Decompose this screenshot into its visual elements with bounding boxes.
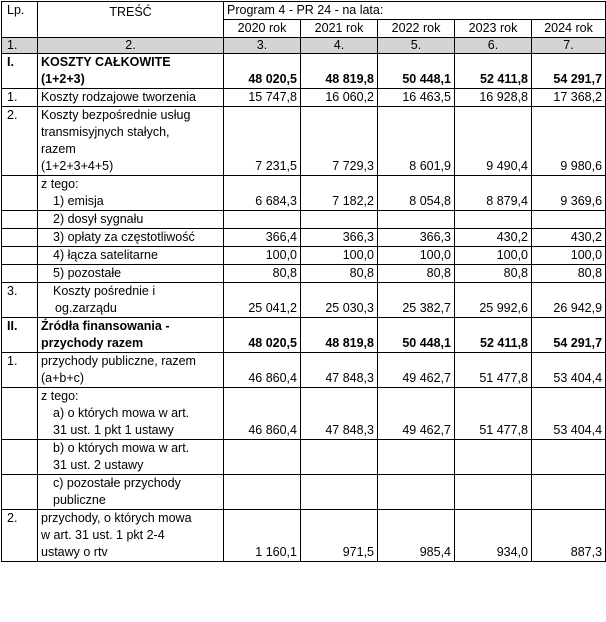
value-cell: 8 601,9 bbox=[378, 107, 455, 176]
table-row bbox=[2, 318, 606, 353]
header-year: 2020 rok bbox=[224, 20, 301, 38]
value-cell: 1 160,1 bbox=[224, 510, 301, 562]
row-label bbox=[38, 229, 224, 247]
table-body bbox=[2, 54, 606, 562]
value-cell: 25 992,6 bbox=[455, 283, 532, 318]
value-cell bbox=[378, 211, 455, 229]
index-col: 7. bbox=[532, 38, 606, 54]
value-cell: 17 368,2 bbox=[532, 89, 606, 107]
value-cell: 16 463,5 bbox=[378, 89, 455, 107]
row-label bbox=[38, 388, 224, 440]
row-label-line: Koszty rodzajowe tworzenia bbox=[41, 90, 196, 104]
row-label bbox=[38, 265, 224, 283]
value-cell: 80,8 bbox=[532, 265, 606, 283]
row-label-line: a) o których mowa w art. bbox=[53, 406, 190, 420]
value-cell: 48 020,5 bbox=[224, 54, 301, 89]
value-cell bbox=[532, 475, 606, 510]
value-cell: 47 848,3 bbox=[301, 353, 378, 388]
value-cell: 54 291,7 bbox=[532, 318, 606, 353]
index-lp: 1. bbox=[2, 38, 38, 54]
value-cell: 46 860,4 bbox=[224, 388, 301, 440]
row-label-line: z tego: bbox=[41, 177, 79, 191]
value-cell: 25 382,7 bbox=[378, 283, 455, 318]
row-label-line: 31 ust. 2 ustawy bbox=[53, 458, 144, 472]
value-cell: 48 819,8 bbox=[301, 54, 378, 89]
table-row bbox=[2, 211, 606, 229]
row-label-line: (1+2+3+4+5) bbox=[41, 159, 114, 173]
table-row bbox=[2, 353, 606, 388]
index-row bbox=[2, 38, 606, 54]
value-cell: 100,0 bbox=[378, 247, 455, 265]
row-label-line: w art. 31 ust. 1 pkt 2-4 bbox=[41, 528, 165, 542]
value-cell: 25 030,3 bbox=[301, 283, 378, 318]
table-row bbox=[2, 89, 606, 107]
value-cell: 15 747,8 bbox=[224, 89, 301, 107]
index-tresc: 2. bbox=[38, 38, 224, 54]
row-label-line: razem bbox=[41, 142, 76, 156]
value-cell: 80,8 bbox=[224, 265, 301, 283]
value-cell: 934,0 bbox=[455, 510, 532, 562]
value-cell: 48 819,8 bbox=[301, 318, 378, 353]
value-cell bbox=[224, 211, 301, 229]
value-cell bbox=[301, 440, 378, 475]
row-lp bbox=[2, 475, 38, 510]
header-lp: Lp. bbox=[2, 2, 38, 38]
value-cell: 985,4 bbox=[378, 510, 455, 562]
row-label-line: publiczne bbox=[53, 493, 106, 507]
value-cell: 54 291,7 bbox=[532, 54, 606, 89]
row-lp bbox=[2, 176, 38, 211]
row-label bbox=[38, 353, 224, 388]
row-label-line: z tego: bbox=[41, 389, 79, 403]
value-cell: 9 490,4 bbox=[455, 107, 532, 176]
value-cell: 8 879,4 bbox=[455, 176, 532, 211]
row-label-line: przychody publiczne, razem bbox=[41, 354, 196, 368]
value-cell: 47 848,3 bbox=[301, 388, 378, 440]
table-row bbox=[2, 107, 606, 176]
row-label-line: przychody, o których mowa bbox=[41, 511, 192, 525]
row-lp bbox=[2, 229, 38, 247]
table-row bbox=[2, 475, 606, 510]
row-lp bbox=[2, 388, 38, 440]
table-row bbox=[2, 54, 606, 89]
header-year: 2022 rok bbox=[378, 20, 455, 38]
row-label-line: przychody razem bbox=[41, 336, 144, 350]
value-cell bbox=[532, 211, 606, 229]
header-row-1 bbox=[2, 2, 606, 20]
row-lp bbox=[2, 440, 38, 475]
header-tresc: TREŚĆ bbox=[38, 2, 224, 38]
value-cell bbox=[532, 440, 606, 475]
index-col: 3. bbox=[224, 38, 301, 54]
financial-table bbox=[1, 1, 606, 562]
row-lp bbox=[2, 211, 38, 229]
value-cell: 9 980,6 bbox=[532, 107, 606, 176]
value-cell bbox=[301, 475, 378, 510]
row-label-line: 5) pozostałe bbox=[53, 266, 122, 280]
value-cell: 25 041,2 bbox=[224, 283, 301, 318]
row-label bbox=[38, 283, 224, 318]
row-lp: I. bbox=[2, 54, 38, 89]
table-row bbox=[2, 229, 606, 247]
value-cell: 6 684,3 bbox=[224, 176, 301, 211]
row-label-line: 1) emisja bbox=[53, 194, 104, 208]
row-lp: 1. bbox=[2, 353, 38, 388]
value-cell: 7 231,5 bbox=[224, 107, 301, 176]
table-row bbox=[2, 265, 606, 283]
row-label-line: Koszty bezpośrednie usług bbox=[41, 108, 191, 122]
value-cell: 49 462,7 bbox=[378, 353, 455, 388]
value-cell bbox=[301, 211, 378, 229]
row-lp: II. bbox=[2, 318, 38, 353]
value-cell: 100,0 bbox=[224, 247, 301, 265]
value-cell: 50 448,1 bbox=[378, 318, 455, 353]
row-label-line: Źródła finansowania - bbox=[41, 319, 170, 333]
row-label-line: transmisyjnych stałych, bbox=[41, 125, 170, 139]
row-lp: 2. bbox=[2, 510, 38, 562]
value-cell bbox=[378, 475, 455, 510]
row-label-line: 31 ust. 1 pkt 1 ustawy bbox=[53, 423, 174, 437]
value-cell: 52 411,8 bbox=[455, 54, 532, 89]
header-program: Program 4 - PR 24 - na lata: bbox=[224, 2, 606, 20]
row-label-line: Koszty pośrednie i bbox=[53, 284, 156, 298]
value-cell: 80,8 bbox=[301, 265, 378, 283]
table-row bbox=[2, 510, 606, 562]
row-lp: 3. bbox=[2, 283, 38, 318]
value-cell: 887,3 bbox=[532, 510, 606, 562]
header-year: 2021 rok bbox=[301, 20, 378, 38]
index-col: 4. bbox=[301, 38, 378, 54]
row-lp bbox=[2, 247, 38, 265]
row-label bbox=[38, 54, 224, 89]
row-label-line: 4) łącza satelitarne bbox=[53, 248, 158, 262]
value-cell: 46 860,4 bbox=[224, 353, 301, 388]
value-cell: 7 182,2 bbox=[301, 176, 378, 211]
row-label-line: c) pozostałe przychody bbox=[53, 476, 181, 490]
row-label bbox=[38, 176, 224, 211]
value-cell: 7 729,3 bbox=[301, 107, 378, 176]
value-cell: 100,0 bbox=[532, 247, 606, 265]
row-label-line: b) o których mowa w art. bbox=[53, 441, 190, 455]
index-col: 5. bbox=[378, 38, 455, 54]
table-row bbox=[2, 283, 606, 318]
table-row bbox=[2, 247, 606, 265]
row-label bbox=[38, 211, 224, 229]
value-cell: 366,3 bbox=[378, 229, 455, 247]
value-cell bbox=[378, 440, 455, 475]
row-label-line: 3) opłaty za częstotliwość bbox=[53, 230, 195, 244]
value-cell: 80,8 bbox=[455, 265, 532, 283]
value-cell: 366,4 bbox=[224, 229, 301, 247]
value-cell: 53 404,4 bbox=[532, 353, 606, 388]
row-lp bbox=[2, 265, 38, 283]
row-label bbox=[38, 510, 224, 562]
value-cell: 100,0 bbox=[455, 247, 532, 265]
value-cell: 430,2 bbox=[455, 229, 532, 247]
header-year: 2023 rok bbox=[455, 20, 532, 38]
value-cell bbox=[224, 440, 301, 475]
value-cell bbox=[224, 475, 301, 510]
row-label-line: (a+b+c) bbox=[41, 371, 85, 385]
value-cell: 16 928,8 bbox=[455, 89, 532, 107]
index-col: 6. bbox=[455, 38, 532, 54]
row-label-line: 2) dosył sygnału bbox=[53, 212, 144, 226]
value-cell bbox=[455, 475, 532, 510]
row-label bbox=[38, 440, 224, 475]
table-row bbox=[2, 388, 606, 440]
row-label bbox=[38, 475, 224, 510]
row-label-line: og.zarządu bbox=[55, 301, 117, 315]
row-label bbox=[38, 107, 224, 176]
value-cell: 430,2 bbox=[532, 229, 606, 247]
value-cell: 100,0 bbox=[301, 247, 378, 265]
value-cell: 8 054,8 bbox=[378, 176, 455, 211]
value-cell: 16 060,2 bbox=[301, 89, 378, 107]
value-cell: 48 020,5 bbox=[224, 318, 301, 353]
table-row bbox=[2, 440, 606, 475]
value-cell: 49 462,7 bbox=[378, 388, 455, 440]
value-cell: 53 404,4 bbox=[532, 388, 606, 440]
row-label-line: ustawy o rtv bbox=[41, 545, 108, 559]
row-label bbox=[38, 247, 224, 265]
row-lp: 2. bbox=[2, 107, 38, 176]
value-cell bbox=[455, 440, 532, 475]
value-cell: 51 477,8 bbox=[455, 353, 532, 388]
header-year: 2024 rok bbox=[532, 20, 606, 38]
value-cell: 50 448,1 bbox=[378, 54, 455, 89]
row-label bbox=[38, 89, 224, 107]
row-label bbox=[38, 318, 224, 353]
value-cell: 9 369,6 bbox=[532, 176, 606, 211]
value-cell: 366,3 bbox=[301, 229, 378, 247]
value-cell: 51 477,8 bbox=[455, 388, 532, 440]
value-cell: 52 411,8 bbox=[455, 318, 532, 353]
table-row bbox=[2, 176, 606, 211]
value-cell: 971,5 bbox=[301, 510, 378, 562]
value-cell: 26 942,9 bbox=[532, 283, 606, 318]
row-lp: 1. bbox=[2, 89, 38, 107]
row-label-line: KOSZTY CAŁKOWITE bbox=[41, 55, 171, 69]
row-label-line: (1+2+3) bbox=[41, 72, 85, 86]
value-cell bbox=[455, 211, 532, 229]
value-cell: 80,8 bbox=[378, 265, 455, 283]
